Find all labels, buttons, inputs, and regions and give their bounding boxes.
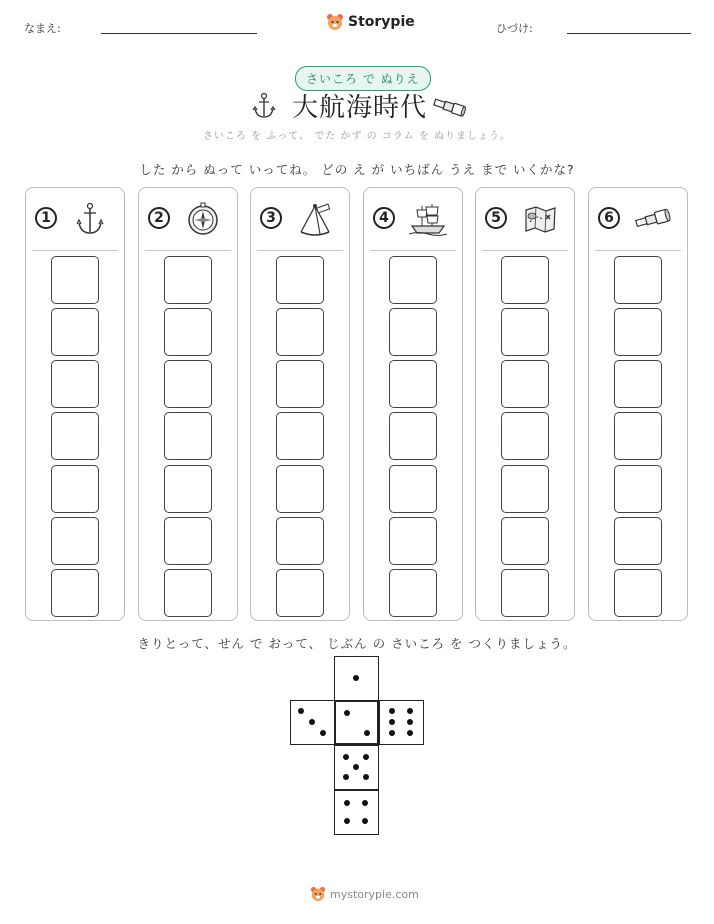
- dice-column-4: [363, 187, 463, 621]
- dice-column-3: [250, 187, 350, 621]
- die-pip: [344, 800, 350, 806]
- ship-icon: [408, 202, 448, 236]
- date-line[interactable]: [567, 33, 691, 34]
- die-face-3: [290, 700, 335, 745]
- spyglass-icon: [633, 202, 673, 236]
- column-header: [364, 188, 462, 250]
- brand-name: Storypie: [348, 14, 415, 30]
- title-spyglass-icon: [432, 96, 468, 118]
- coloring-cell[interactable]: [501, 256, 549, 304]
- column-number: 1: [35, 207, 57, 229]
- die-pip: [363, 754, 369, 760]
- instruction: した から ぬって いってね。 どの え が いちばん うえ まで いくかな?: [139, 162, 575, 177]
- coloring-cell[interactable]: [51, 569, 99, 617]
- die-pip: [363, 774, 369, 780]
- subtitle: さいころ を ふって、 でた かず の コラム を ぬりましょう。: [202, 131, 512, 142]
- coloring-cell[interactable]: [164, 412, 212, 460]
- coloring-cell[interactable]: [614, 412, 662, 460]
- coloring-cell[interactable]: [501, 360, 549, 408]
- coloring-cell[interactable]: [501, 569, 549, 617]
- die-pip: [343, 774, 349, 780]
- treasure-map-icon: [520, 202, 560, 236]
- column-divider: [32, 250, 118, 251]
- column-header: [26, 188, 124, 250]
- die-pip: [298, 708, 304, 714]
- sextant-icon: [295, 202, 335, 236]
- coloring-cell[interactable]: [389, 412, 437, 460]
- column-header: [251, 188, 349, 250]
- die-pip: [362, 818, 368, 824]
- column-divider: [145, 250, 231, 251]
- die-pip: [344, 818, 350, 824]
- die-pip: [343, 754, 349, 760]
- coloring-cell[interactable]: [164, 465, 212, 513]
- coloring-cell[interactable]: [51, 517, 99, 565]
- coloring-cell[interactable]: [276, 360, 324, 408]
- column-divider: [370, 250, 456, 251]
- coloring-cell[interactable]: [276, 517, 324, 565]
- name-label: なまえ:: [24, 22, 61, 35]
- column-divider: [595, 250, 681, 251]
- die-pip: [407, 708, 413, 714]
- name-line[interactable]: [101, 33, 257, 34]
- die-instruction: きりとって、せん で おって、 じぶん の さいころ を つくりましょう。: [137, 636, 577, 651]
- coloring-cell[interactable]: [51, 256, 99, 304]
- column-number: 4: [373, 207, 395, 229]
- brand-logo: [326, 13, 415, 31]
- die-pip: [407, 730, 413, 736]
- coloring-cell[interactable]: [614, 569, 662, 617]
- coloring-cell[interactable]: [51, 308, 99, 356]
- die-pip: [389, 708, 395, 714]
- coloring-cell[interactable]: [389, 360, 437, 408]
- coloring-cell[interactable]: [614, 360, 662, 408]
- coloring-cell[interactable]: [51, 360, 99, 408]
- die-pip: [344, 710, 350, 716]
- die-face-4: [334, 790, 379, 835]
- column-header: [139, 188, 237, 250]
- coloring-cell[interactable]: [614, 308, 662, 356]
- die-pip: [309, 719, 315, 725]
- dice-column-6: [588, 187, 688, 621]
- footer-url[interactable]: mystorypie.com: [330, 887, 419, 901]
- title-anchor-icon: [252, 92, 276, 120]
- column-header: [476, 188, 574, 250]
- die-face-5: [334, 745, 379, 790]
- footer: [310, 886, 419, 902]
- coloring-cell[interactable]: [614, 465, 662, 513]
- column-divider: [257, 250, 343, 251]
- coloring-cell[interactable]: [389, 256, 437, 304]
- page-title: 大航海時代: [292, 93, 428, 123]
- coloring-cell[interactable]: [501, 465, 549, 513]
- title-badge: さいころ で ぬりえ: [295, 66, 431, 91]
- column-number: 6: [598, 207, 620, 229]
- dice-column-2: [138, 187, 238, 621]
- coloring-cell[interactable]: [501, 412, 549, 460]
- coloring-cell[interactable]: [389, 308, 437, 356]
- coloring-cell[interactable]: [614, 256, 662, 304]
- die-pip: [389, 730, 395, 736]
- bear-footer-icon: [310, 886, 326, 902]
- die-pip: [364, 730, 370, 736]
- coloring-cell[interactable]: [164, 256, 212, 304]
- die-pip: [320, 730, 326, 736]
- coloring-cell[interactable]: [164, 360, 212, 408]
- die-face-6: [379, 700, 424, 745]
- dice-column-1: [25, 187, 125, 621]
- die-face-1: [334, 656, 379, 701]
- die-pip: [362, 800, 368, 806]
- date-label: ひづけ:: [496, 22, 533, 35]
- die-pip: [353, 675, 359, 681]
- die-pip: [407, 719, 413, 725]
- coloring-cell[interactable]: [51, 465, 99, 513]
- coloring-cell[interactable]: [614, 517, 662, 565]
- column-number: 3: [260, 207, 282, 229]
- column-header: [589, 188, 687, 250]
- column-number: 2: [148, 207, 170, 229]
- coloring-cell[interactable]: [276, 308, 324, 356]
- anchor-icon: [70, 202, 110, 236]
- column-divider: [482, 250, 568, 251]
- coloring-cell[interactable]: [389, 517, 437, 565]
- die-pip: [353, 764, 359, 770]
- coloring-cell[interactable]: [276, 412, 324, 460]
- coloring-cell[interactable]: [501, 517, 549, 565]
- bear-logo-icon: [326, 13, 344, 31]
- die-face-2: [334, 700, 379, 745]
- coloring-cell[interactable]: [276, 465, 324, 513]
- coloring-cell[interactable]: [389, 569, 437, 617]
- column-number: 5: [485, 207, 507, 229]
- die-pip: [389, 719, 395, 725]
- dice-column-5: [475, 187, 575, 621]
- coloring-cell[interactable]: [276, 569, 324, 617]
- coloring-cell[interactable]: [51, 412, 99, 460]
- compass-icon: [183, 202, 223, 236]
- coloring-cell[interactable]: [164, 517, 212, 565]
- coloring-cell[interactable]: [164, 569, 212, 617]
- coloring-cell[interactable]: [389, 465, 437, 513]
- coloring-cell[interactable]: [276, 256, 324, 304]
- coloring-cell[interactable]: [164, 308, 212, 356]
- coloring-cell[interactable]: [501, 308, 549, 356]
